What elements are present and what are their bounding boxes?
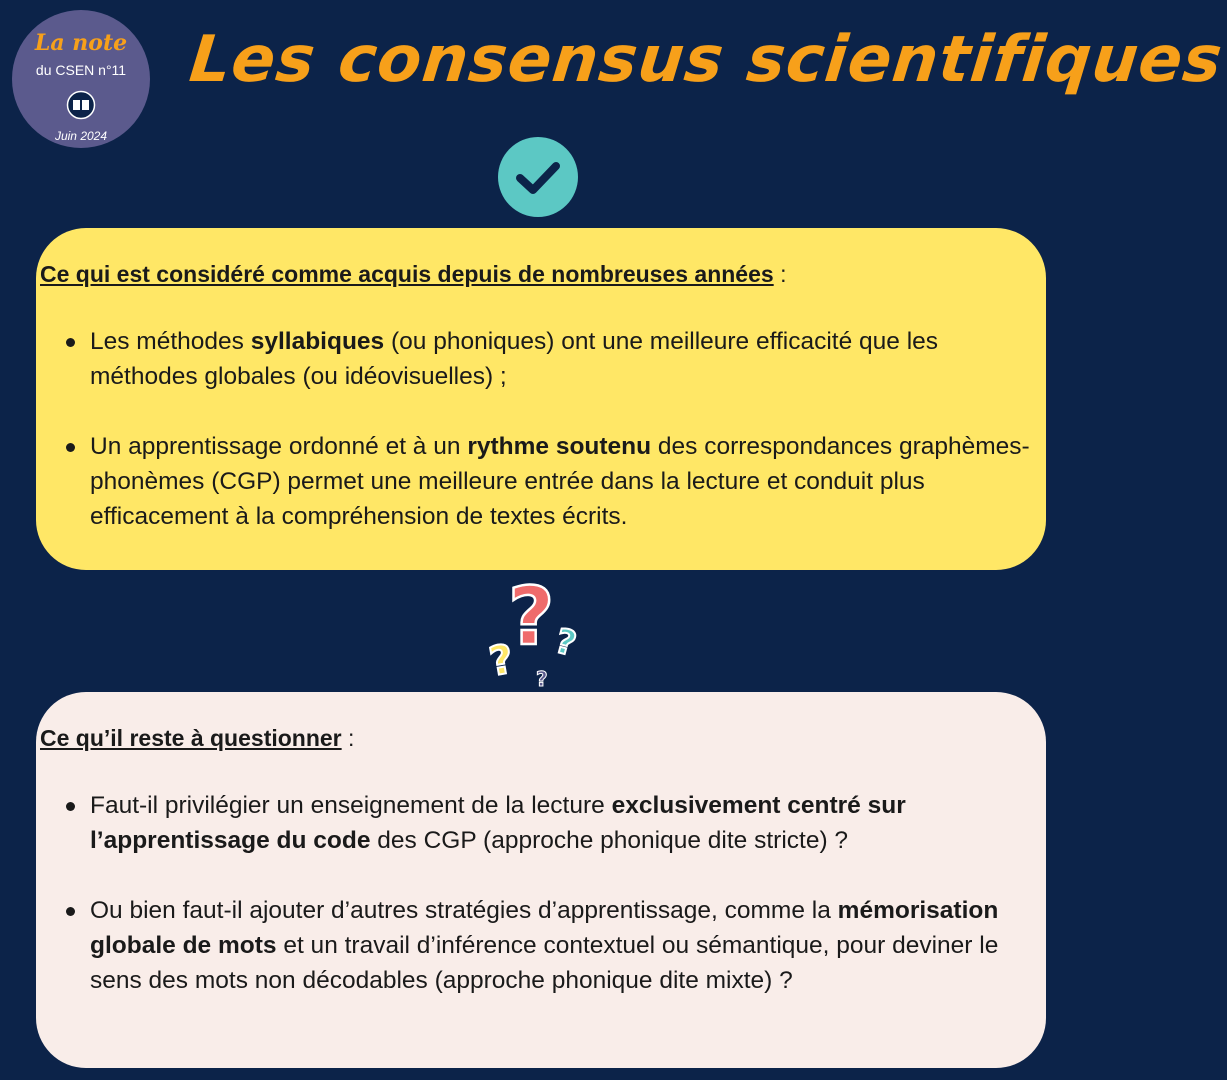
list-item (40, 788, 1036, 858)
question-marks-icon (486, 572, 590, 692)
svg-text:?: ? (536, 667, 548, 691)
badge-date: Juin 2024 (54, 129, 108, 143)
list-item (40, 893, 1036, 998)
page-title: Les consensus scientifiques (186, 23, 1227, 97)
svg-text:?: ? (485, 636, 517, 686)
item-text: Un apprentissage ordonné et à un (90, 433, 468, 460)
list-item (40, 429, 1036, 534)
badge-title: La note (34, 30, 128, 56)
svg-text:?: ? (550, 621, 581, 665)
consensus-list (40, 324, 1036, 534)
svg-text:?: ? (508, 570, 555, 663)
item-text: des CGP (approche phonique dite stricte) ? (370, 827, 849, 854)
item-text: Ou bien faut-il ajouter d’autres stratégies d’apprentissage, comme la (90, 897, 838, 924)
item-strong: rythme soutenu (467, 433, 652, 460)
consensus-heading-strong: Ce qui est considéré comme acquis depuis de nombreuses années (40, 261, 774, 287)
consensus-heading-tail: : (773, 261, 787, 287)
item-text: Les méthodes (90, 328, 251, 355)
consensus-box (36, 228, 1046, 570)
item-text: Faut-il privilégier un enseignement de la lecture (90, 792, 612, 819)
item-text: des correspondances graphèmes-phonèmes (CGP) permet une meilleure entrée dans la lecture et conduit plus efficacement à la compréhension de textes écrits. (90, 433, 1030, 530)
item-strong: syllabiques (250, 328, 385, 355)
questions-box (36, 692, 1046, 1068)
item-strong: exclusivement centré sur l’apprentissage du code (90, 792, 906, 854)
list-item (40, 324, 1036, 394)
book-icon (66, 90, 96, 120)
item-text: (ou phoniques) ont une meilleure efficacité que les méthodes globales (ou idéovisuelles) ; (90, 328, 939, 390)
consensus-heading (40, 258, 1036, 290)
check-circle-icon (498, 137, 578, 217)
questions-list (40, 788, 1036, 998)
note-badge (12, 10, 150, 148)
item-text: et un travail d’inférence contextuel ou sémantique, pour deviner le sens des mots non décodables (approche phonique dite mixte) ? (90, 932, 999, 994)
questions-heading-strong: Ce qu’il reste à questionner (40, 725, 342, 751)
questions-heading (40, 722, 1036, 754)
item-strong: mémorisation globale de mots (90, 897, 999, 959)
questions-heading-tail: : (341, 725, 355, 751)
badge-subtitle: du CSEN n°11 (35, 62, 127, 78)
